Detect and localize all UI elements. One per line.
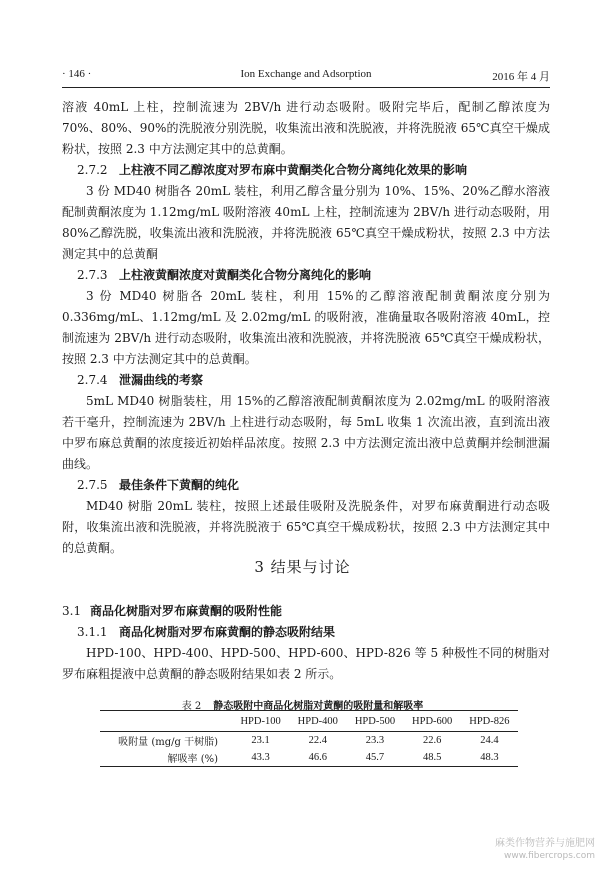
chapter-heading: 3 结果与讨论 — [254, 558, 351, 576]
section-body-block — [62, 496, 550, 559]
issue-date: 2016 年 4 月 — [492, 71, 550, 83]
table-cell: 23.3 — [365, 735, 385, 746]
table-header-row — [100, 711, 518, 732]
running-header — [62, 68, 550, 84]
section-title: 上柱液不同乙醇浓度对罗布麻中黄酮类化合物分离纯化效果的影响 — [119, 163, 468, 177]
section-title: 最佳条件下黄酮的纯化 — [119, 478, 240, 492]
table-row-label: 解吸率 (%) — [100, 749, 232, 767]
section-body: 5mL MD40 树脂装柱，用 15%的乙醇溶液配制黄酮浓度为 2.02mg/mL 的吸附溶液若干毫升，控制流速为 2BV/h 上柱进行动态吸附，每 5mL 收集 1 次流出液，直到流出液中罗布麻总黄酮的浓度接近初始样品浓度。按照 2.3 中方法测定流出液中总黄酮并绘制泄漏曲线。 — [62, 394, 550, 471]
section-number: 2.7.5 — [77, 478, 108, 492]
section-heading-2-7-4 — [77, 370, 203, 391]
section-body-block — [62, 286, 550, 370]
table-cell: 43.3 — [232, 749, 289, 767]
results-paragraph-block — [62, 643, 550, 685]
table-header-cell: HPD-400 — [289, 711, 346, 732]
table-cell: 23.1 — [251, 735, 270, 746]
subsection-title: 商品化树脂对罗布麻黄酮的吸附性能 — [90, 604, 283, 618]
section-number: 2.7.4 — [77, 373, 108, 387]
table-header-cell: HPD-600 — [404, 711, 461, 732]
section-number: 2.7.2 — [77, 163, 108, 177]
table-header-blank — [100, 711, 232, 732]
subsubsection-title: 商品化树脂对罗布麻黄酮的静态吸附结果 — [119, 625, 336, 639]
journal-title: Ion Exchange and Adsorption — [240, 68, 372, 80]
table-row-label: 吸附量 (mg/g 干树脂) — [118, 737, 218, 748]
watermark-url: www.fibercrops.com — [504, 851, 595, 861]
table-cell: 45.7 — [346, 749, 403, 767]
results-table — [100, 710, 518, 767]
watermark-line: 麻类作物营养与施肥网 — [495, 838, 595, 849]
site-watermark — [495, 838, 595, 862]
section-title: 上柱液黄酮浓度对黄酮类化合物分离纯化的影响 — [119, 268, 372, 282]
header-rule — [62, 87, 550, 88]
table-cell: 22.4 — [308, 735, 327, 746]
section-heading-2-7-2 — [77, 160, 467, 181]
subsubsection-heading — [77, 622, 335, 643]
intro-paragraph-block — [62, 97, 550, 160]
intro-paragraph: 溶液 40mL 上柱，控制流速为 2BV/h 进行动态吸附。吸附完毕后，配制乙醇浓度为 70%、80%、90%的洗脱液分别洗脱，收集流出液和洗脱液，并将洗脱液 65℃真空干燥成粉状，按照 2.3 中方法测定其中的总黄酮。 — [62, 100, 550, 156]
table-row — [100, 749, 518, 767]
table-cell: 48.5 — [404, 749, 461, 767]
subsection-number: 3.1 — [62, 604, 82, 618]
table-cell: 24.4 — [480, 735, 499, 746]
section-title: 泄漏曲线的考察 — [119, 373, 204, 387]
section-heading-2-7-3 — [77, 265, 371, 286]
table-cell: 22.6 — [422, 735, 442, 746]
subsection-heading — [62, 602, 282, 619]
section-heading-2-7-5 — [77, 475, 239, 496]
subsubsection-number: 3.1.1 — [77, 625, 108, 639]
table-header-cell: HPD-826 — [461, 711, 518, 732]
table-header-cell: HPD-500 — [346, 711, 403, 732]
table-cell: 46.6 — [289, 749, 346, 767]
results-paragraph: HPD-100、HPD-400、HPD-500、HPD-600、HPD-826 等 5 种极性不同的树脂对罗布麻粗提液中总黄酮的静态吸附结果如表 2 所示。 — [62, 646, 550, 681]
section-body-block — [62, 391, 550, 475]
table-caption-title: 静态吸附中商品化树脂对黄酮的吸附量和解吸率 — [213, 701, 424, 712]
section-body: 3 份 MD40 树脂各 20mL 装柱，利用乙醇含量分别为 10%、15%、20%乙醇水溶液配制黄酮浓度为 1.12mg/mL 吸附溶液 40mL 上柱，控制流速为 2BV/h 进行动态吸附，用 80%乙醇洗脱，收集流出液和洗脱液，并将洗脱液 65℃真空干燥成粉状，按照 2.3 中方法测定其中的总黄酮 — [62, 184, 550, 261]
table-row — [100, 732, 518, 750]
page-number: · 146 · — [62, 68, 92, 80]
section-body: MD40 树脂 20mL 装柱，按照上述最佳吸附及洗脱条件，对罗布麻黄酮进行动态吸附，收集流出液和洗脱液，并将洗脱液于 65℃真空干燥成粉状，按照 2.3 中方法测定其中的总黄酮。 — [62, 499, 550, 555]
table-caption-number: 表 2 — [181, 701, 202, 712]
section-number: 2.7.3 — [77, 268, 108, 282]
table-header-cell: HPD-100 — [232, 711, 289, 732]
section-body-block — [62, 181, 550, 265]
section-body: 3 份 MD40 树脂各 20mL 装柱，利用 15%的乙醇溶液配制黄酮浓度分别为 0.336mg/mL、1.12mg/mL 及 2.02mg/mL 的吸附液，准确量取各吸附溶液 40mL，控制流速为 2BV/h 进行动态吸附，收集流出液和洗脱液，并将洗脱液 65℃真空干燥成粉状，按照 2.3 中方法测定其中的总黄酮。 — [62, 289, 550, 366]
table-cell: 48.3 — [461, 749, 518, 767]
